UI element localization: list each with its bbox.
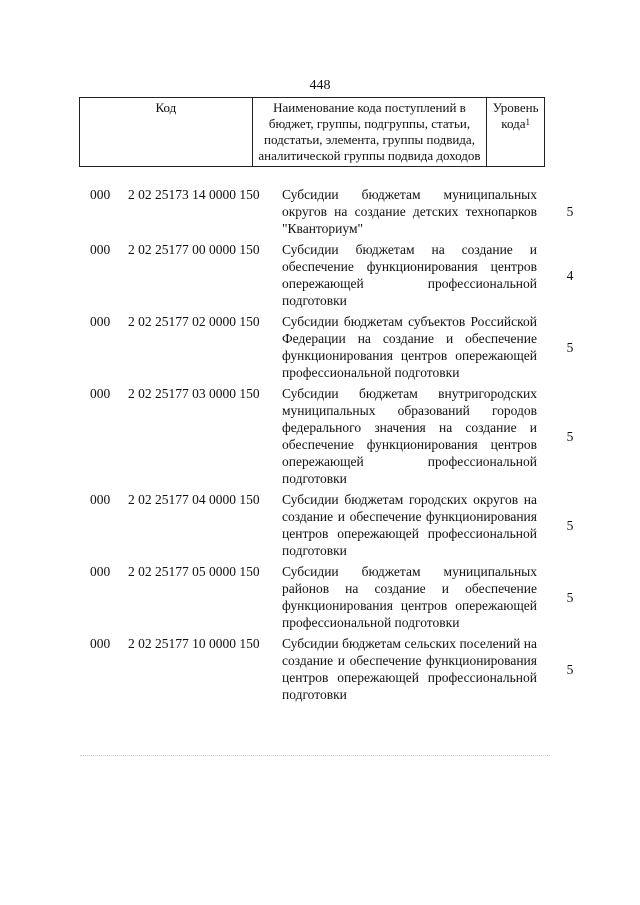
row-name: Субсидии бюджетам муниципальных районов на создание и обеспечение функционирования центров опережающей профессиональной подготовки bbox=[282, 564, 537, 630]
footnote-mark: 1 bbox=[525, 117, 530, 127]
page-number: 448 bbox=[309, 78, 331, 93]
row-admin-code: 000 bbox=[90, 242, 111, 257]
row-level: 5 bbox=[566, 590, 574, 605]
row-admin-code: 000 bbox=[90, 187, 111, 202]
row-income-code: 2 02 25177 10 0000 150 bbox=[128, 636, 260, 651]
header-level-cell bbox=[487, 98, 545, 167]
row-income-code: 2 02 25177 02 0000 150 bbox=[128, 314, 260, 329]
row-name: Субсидии бюджетам на создание и обеспечение функционирования центров опережающей профессиональной подготовки bbox=[282, 242, 537, 308]
row-name: Субсидии бюджетам городских округов на создание и обеспечение функционирования центров опережающей профессиональной подготовки bbox=[282, 492, 537, 558]
row-income-code: 2 02 25177 03 0000 150 bbox=[128, 386, 260, 401]
table-row bbox=[84, 563, 604, 631]
header-code: Код bbox=[80, 98, 253, 167]
row-level: 5 bbox=[566, 204, 574, 219]
table-body bbox=[84, 186, 604, 703]
row-admin-code: 000 bbox=[90, 314, 111, 329]
row-level: 4 bbox=[566, 268, 574, 283]
row-level: 5 bbox=[566, 340, 574, 355]
table-header bbox=[79, 97, 545, 167]
row-name: Субсидии бюджетам внутригородских муниципальных образований городов федерального значения на создание и обеспечение функционирования центров опережающей профессиональной подготовки bbox=[282, 386, 537, 486]
scan-artifact-line bbox=[80, 755, 550, 757]
row-admin-code: 000 bbox=[90, 564, 111, 579]
row-level: 5 bbox=[566, 518, 574, 533]
row-level: 5 bbox=[566, 429, 574, 444]
table-row bbox=[84, 313, 604, 381]
row-income-code: 2 02 25177 05 0000 150 bbox=[128, 564, 260, 579]
table-row bbox=[84, 385, 604, 487]
row-name: Субсидии бюджетам субъектов Российской Федерации на создание и обеспечение функционирования центров опережающей профессиональной подготовки bbox=[282, 314, 537, 380]
table-row bbox=[84, 241, 604, 309]
row-name: Субсидии бюджетам муниципальных округов на создание детских технопарков "Кванториум" bbox=[282, 187, 537, 236]
row-admin-code: 000 bbox=[90, 492, 111, 507]
table-row bbox=[84, 186, 604, 237]
header-name: Наименование кода поступлений в бюджет, группы, подгруппы, статьи, подстатьи, элемента, группы подвида, аналитической группы подвида доходов bbox=[252, 98, 487, 167]
header-level: Уровень кода bbox=[492, 100, 539, 131]
row-income-code: 2 02 25177 00 0000 150 bbox=[128, 242, 260, 257]
row-level: 5 bbox=[566, 662, 574, 677]
row-income-code: 2 02 25173 14 0000 150 bbox=[128, 187, 260, 202]
row-admin-code: 000 bbox=[90, 386, 111, 401]
table-row bbox=[84, 635, 604, 703]
row-income-code: 2 02 25177 04 0000 150 bbox=[128, 492, 260, 507]
row-name: Субсидии бюджетам сельских поселений на создание и обеспечение функционирования центров опережающей профессиональной подготовки bbox=[282, 636, 537, 702]
row-admin-code: 000 bbox=[90, 636, 111, 651]
table-row bbox=[84, 491, 604, 559]
